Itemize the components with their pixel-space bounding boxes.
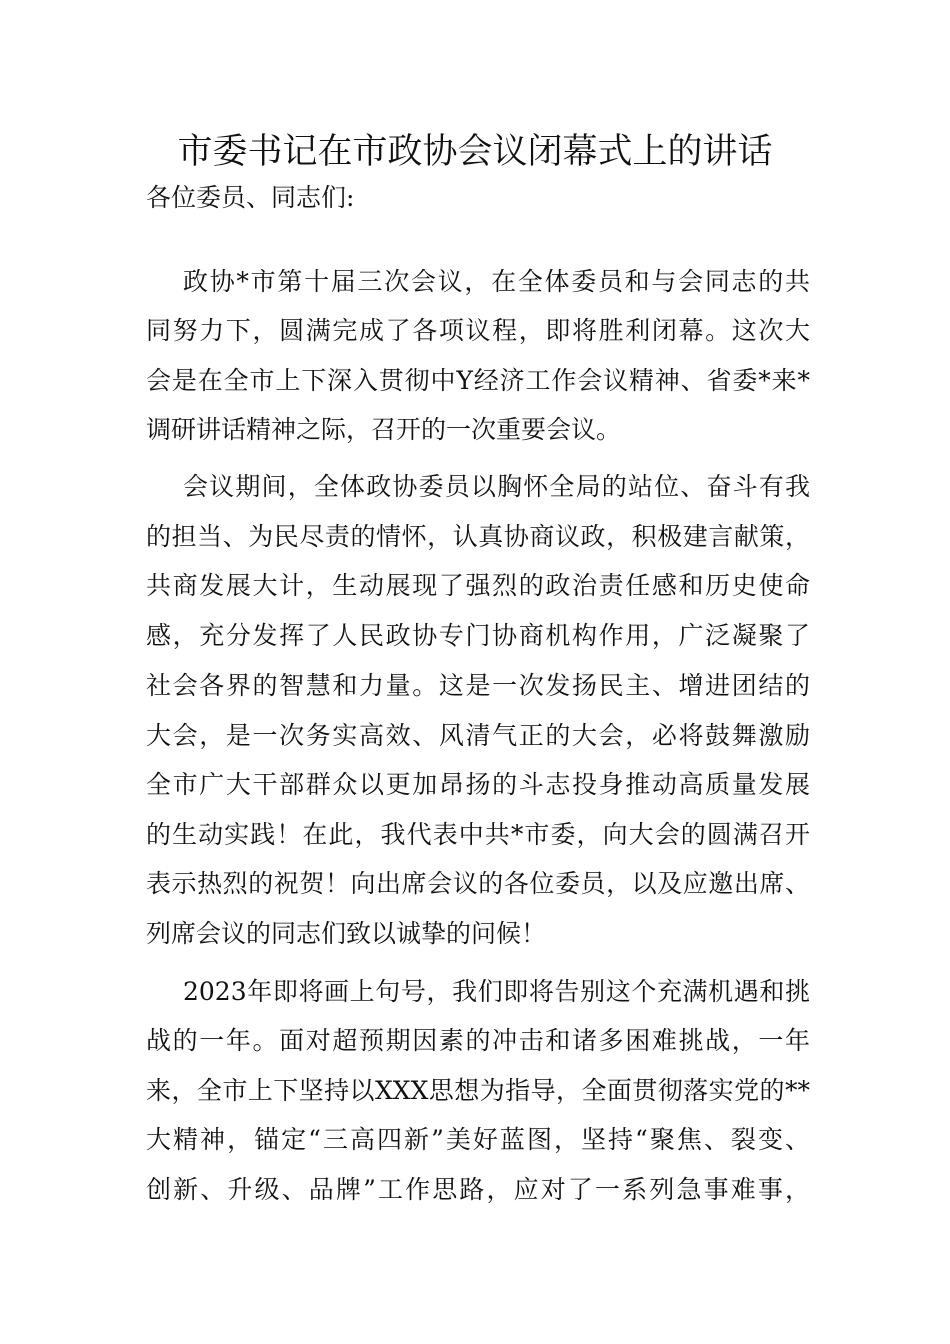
paragraph-3-line-5: 创新、升级、品牌”工作思路，应对了一系列急事难事， xyxy=(146,1175,810,1204)
paragraph-1-line-2: 同努力下，圆满完成了各项议程，即将胜利闭幕。这次大 xyxy=(146,316,810,345)
paragraph-3-line-1: 2023年即将画上句号，我们即将告别这个充满机遇和挑 xyxy=(183,977,810,1006)
salutation: 各位委员、同志们: xyxy=(146,183,355,212)
paragraph-2-line-7: 全市广大干部群众以更加昂扬的斗志投身推动高质量发展 xyxy=(146,770,810,799)
paragraph-2-line-4: 感，充分发挥了人民政协专门协商机构作用，广泛凝聚了 xyxy=(146,621,810,650)
paragraph-3-line-4: 大精神，锚定“三高四新”美好蓝图，坚持“聚焦、裂变、 xyxy=(146,1125,810,1154)
paragraph-2-line-8: 的生动实践！在此，我代表中共*市委，向大会的圆满召开 xyxy=(146,820,810,849)
paragraph-2-line-6: 大会，是一次务实高效、风清气正的大会，必将鼓舞激励 xyxy=(146,721,810,750)
paragraph-1-line-1: 政协*市第十届三次会议，在全体委员和与会同志的共 xyxy=(183,267,810,296)
paragraph-3-line-2: 战的一年。面对超预期因素的冲击和诸多困难挑战，一年 xyxy=(146,1026,810,1055)
paragraph-2-line-3: 共商发展大计，生动展现了强烈的政治责任感和历史使命 xyxy=(146,571,810,600)
paragraph-2-line-5: 社会各界的智慧和力量。这是一次发扬民主、增进团结的 xyxy=(146,671,810,700)
paragraph-2-line-10: 列席会议的同志们致以诚挚的问候！ xyxy=(146,919,547,948)
paragraph-3-line-3: 来，全市上下坚持以XXX思想为指导，全面贯彻落实党的** xyxy=(146,1076,810,1105)
paragraph-2-line-2: 的担当、为民尽责的情怀，认真协商议政，积极建言献策， xyxy=(146,522,810,551)
paragraph-2-line-1: 会议期间，全体政协委员以胸怀全局的站位、奋斗有我 xyxy=(183,472,810,501)
paragraph-1-line-3: 会是在全市上下深入贯彻中Y经济工作会议精神、省委*来* xyxy=(146,366,810,395)
paragraph-1-line-4: 调研讲话精神之际，召开的一次重要会议。 xyxy=(146,415,622,444)
page-title: 市委书记在市政协会议闭幕式上的讲话 xyxy=(177,132,773,172)
paragraph-2-line-9: 表示热烈的祝贺！向出席会议的各位委员，以及应邀出席、 xyxy=(146,869,810,898)
